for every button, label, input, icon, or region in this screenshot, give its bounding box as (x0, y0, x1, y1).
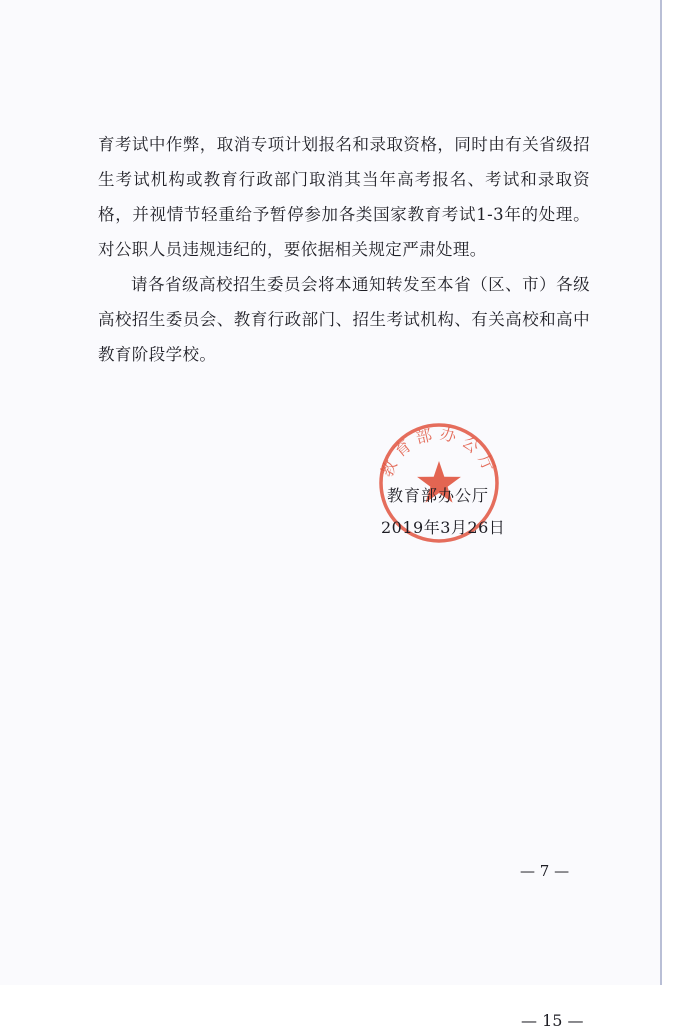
signer-name: 教育部办公厅 (387, 486, 490, 505)
inner-page-number: — 7 — (520, 862, 570, 880)
issue-date: 2019年3月26日 (381, 518, 506, 537)
seal-text: 教育部办公厅 (377, 423, 501, 480)
outer-page-number: — 15 — (521, 1011, 584, 1030)
body-paragraph-1: 育考试中作弊，取消专项计划报名和录取资格，同时由有关省级招生考试机构或教育行政部门取消其当年高考报名、考试和录取资格，并视情节轻重给予暂停参加各类国家教育考试1-3年的处理。对公职人员违规违纪的，要依据相关规定严肃处理。 (98, 135, 590, 259)
body-paragraph-2: 请各省级高校招生委员会将本通知转发至本省（区、市）各级高校招生委员会、教育行政部门、招生考试机构、有关高校和高中教育阶段学校。 (98, 275, 590, 364)
